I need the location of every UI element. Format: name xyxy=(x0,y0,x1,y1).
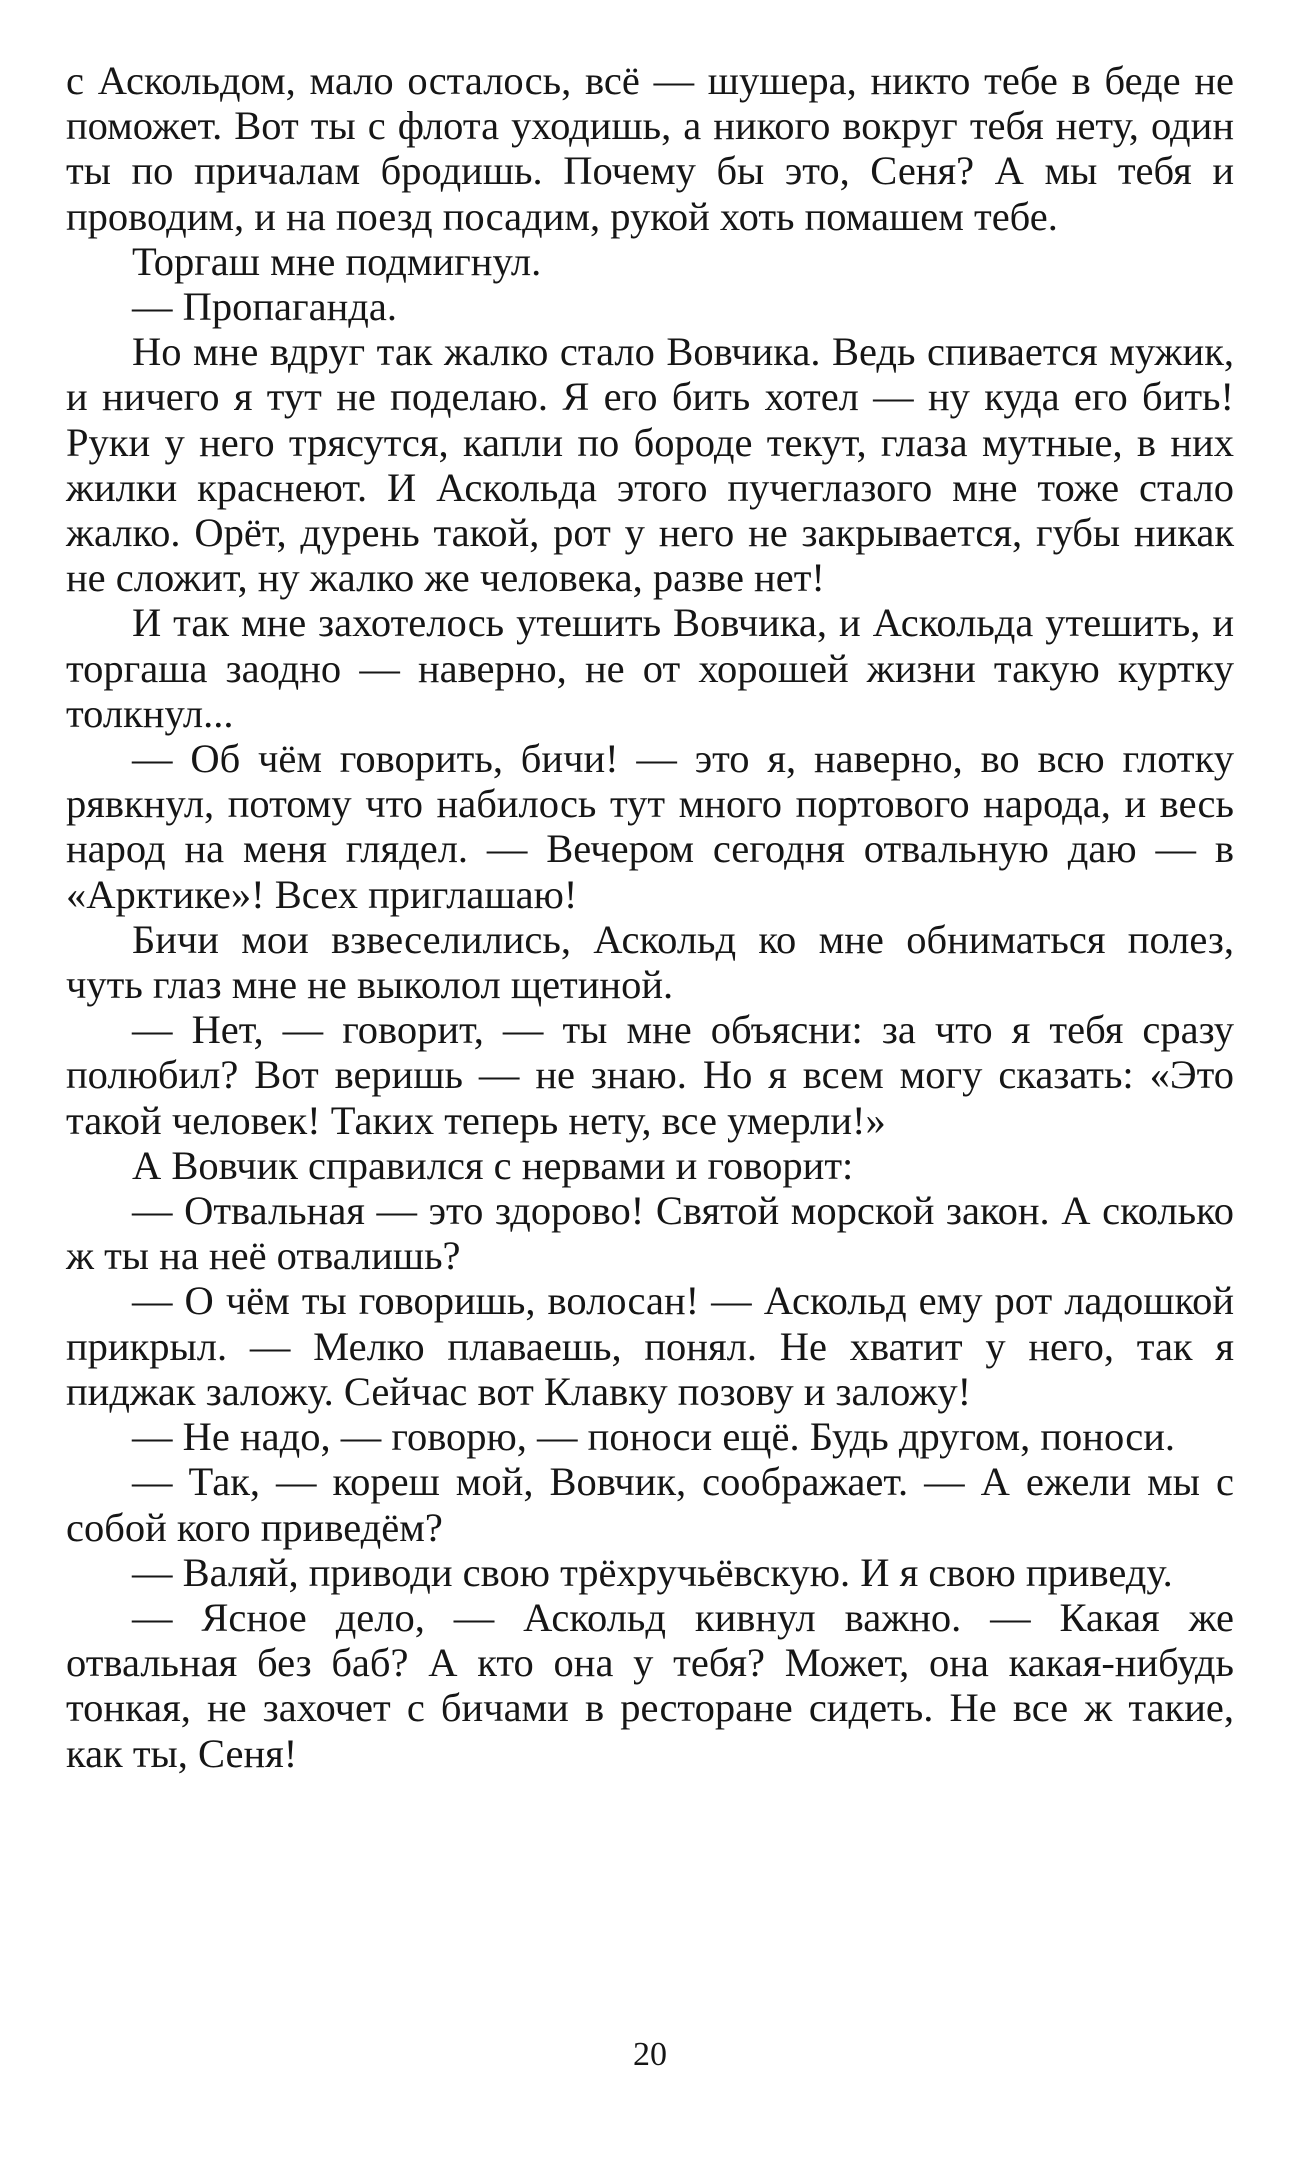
paragraph-7: Бичи мои взвеселились, Аскольд ко мне обниматься полез, чуть глаз мне не выколол щетиной. xyxy=(66,916,1234,1008)
paragraph-4: Но мне вдруг так жалко стало Вовчика. Ведь спивается мужик, и ничего я тут не поделаю. Я его бить хотел — ну куда его бить! Руки у него трясутся, капли по бороде текут, глаза мутные, в них жилки краснеют. И Аскольда этого пучеглазого мне тоже стало жалко. Орёт, дурень такой, рот у него не закрывается, губы никак не сложит, ну жалко же человека, разве нет! xyxy=(66,329,1234,601)
paragraph-6: — Об чём говорить, бичи! — это я, наверно, во всю глотку рявкнул, потому что набилось тут много портового народа, и весь народ на меня глядел. — Вечером сегодня отвальную даю — в «Арктике»! Всех приглашаю! xyxy=(66,736,1234,917)
paragraph-9: А Вовчик справился с нервами и говорит: xyxy=(132,1142,854,1188)
page-number: 20 xyxy=(633,2036,667,2073)
paragraph-12: — Не надо, — говорю, — поноси ещё. Будь другом, поноси. xyxy=(132,1414,1176,1460)
paragraph-2: Торгаш мне подмигнул. xyxy=(132,238,542,284)
paragraph-15: — Ясное дело, — Аскольд кивнул важно. — Какая же отвальная без баб? А кто она у тебя? Может, она какая-нибудь тонкая, не захочет с бичами в ресторане сидеть. Не все ж такие, как ты, Сеня! xyxy=(66,1594,1234,1776)
body-text xyxy=(66,58,1234,1776)
paragraph-3: — Пропаганда. xyxy=(132,284,397,330)
book-page xyxy=(66,58,1234,2098)
paragraph-11: — О чём ты говоришь, волосан! — Аскольд ему рот ладошкой прикрыл. — Мелко плаваешь, понял. Не хватит у него, так я пиджак заложу. Сейчас вот Клавку позову и заложу! xyxy=(66,1278,1234,1414)
paragraph-5: И так мне захотелось утешить Вовчика, и Аскольда утешить, и торгаша заодно — наверно, не от хорошей жизни такую куртку толкнул... xyxy=(66,600,1234,736)
paragraph-10: — Отвальная — это здорово! Святой морской закон. А сколько ж ты на неё отвалишь? xyxy=(66,1188,1234,1279)
paragraph-8: — Нет, — говорит, — ты мне объясни: за что я тебя сразу полюбил? Вот веришь — не знаю. Но я всем могу сказать: «Это такой человек! Таких теперь нету, все умерли!» xyxy=(66,1007,1234,1143)
paragraph-14: — Валяй, приводи свою трёхручьёвскую. И я свою приведу. xyxy=(132,1549,1173,1595)
paragraph-13: — Так, — кореш мой, Вовчик, соображает. — А ежели мы с собой кого приведём? xyxy=(66,1459,1234,1550)
paragraph-1: с Аскольдом, мало осталось, всё — шушера, никто тебе в беде не поможет. Вот ты с флота уходишь, а никого вокруг тебя нету, один ты по причалам бродишь. Почему бы это, Сеня? А мы тебя и проводим, и на поезд посадим, рукой хоть помашем тебе. xyxy=(66,58,1234,239)
